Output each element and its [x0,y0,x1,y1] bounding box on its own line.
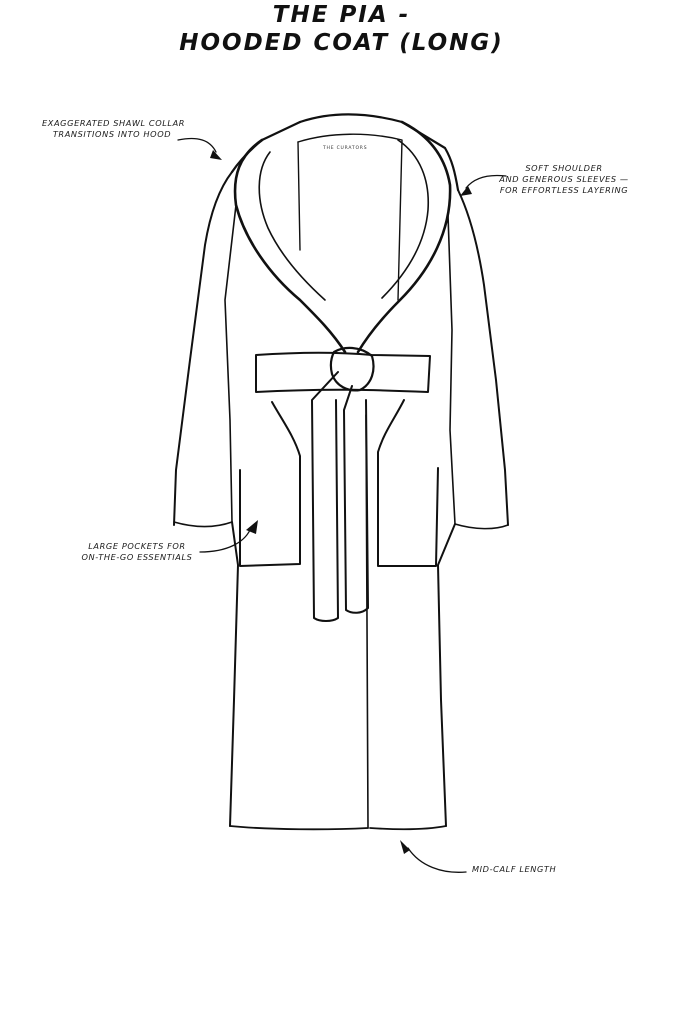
body-left-side [230,522,238,826]
annotation-pockets-line-1: LARGE POCKETS FOR [88,541,186,551]
left-sleeve-outer [174,172,232,525]
belt-tail-left [312,372,338,621]
collar-left-outer [235,140,345,352]
length-arrowhead [400,840,410,854]
right-sleeve-outer [458,190,508,525]
right-pocket [378,400,438,566]
collar-right-outer [358,122,450,352]
hood-left-edge [232,122,300,172]
annotation-length-line-1: MID-CALF LENGTH [472,864,557,874]
annotation-collar-line-2: TRANSITIONS INTO HOOD [52,129,172,139]
annotation-collar [42,118,186,140]
title-line-2: HOODED COAT (LONG) [179,30,504,56]
annotation-collar-line-1: EXAGGERATED SHAWL COLLAR [42,118,186,128]
pockets-arrow [200,530,250,552]
annotation-shoulder [494,163,634,196]
collar-left-inner [259,152,325,300]
pockets-arrowhead [246,520,258,534]
annotation-pockets-line-2: ON-THE-GO ESSENTIALS [81,552,193,562]
collar-arrow [178,139,216,153]
hem [230,826,446,829]
inner-neckline [298,134,402,300]
hood-outline [300,115,458,191]
left-cuff [174,522,232,527]
annotation-pockets [72,541,202,563]
annotation-length [472,864,556,875]
left-pocket [240,402,300,566]
right-cuff [455,524,508,529]
title-line-1: THE PIA - [272,2,411,28]
annotation-shoulder-line-1: SOFT SHOULDER [525,163,603,173]
annotation-shoulder-line-3: FOR EFFORTLESS LAYERING [499,185,629,195]
inner-neckline-left [298,142,300,250]
left-sleeve-inner [225,205,236,522]
body-right-side [438,524,455,826]
belt-tail-right [344,386,368,613]
annotation-shoulder-line-2: AND GENEROUS SLEEVES — [499,174,629,184]
length-arrow [408,848,466,872]
neck-label-tag: THE CURATORS [323,146,368,151]
right-sleeve-inner [448,215,455,524]
